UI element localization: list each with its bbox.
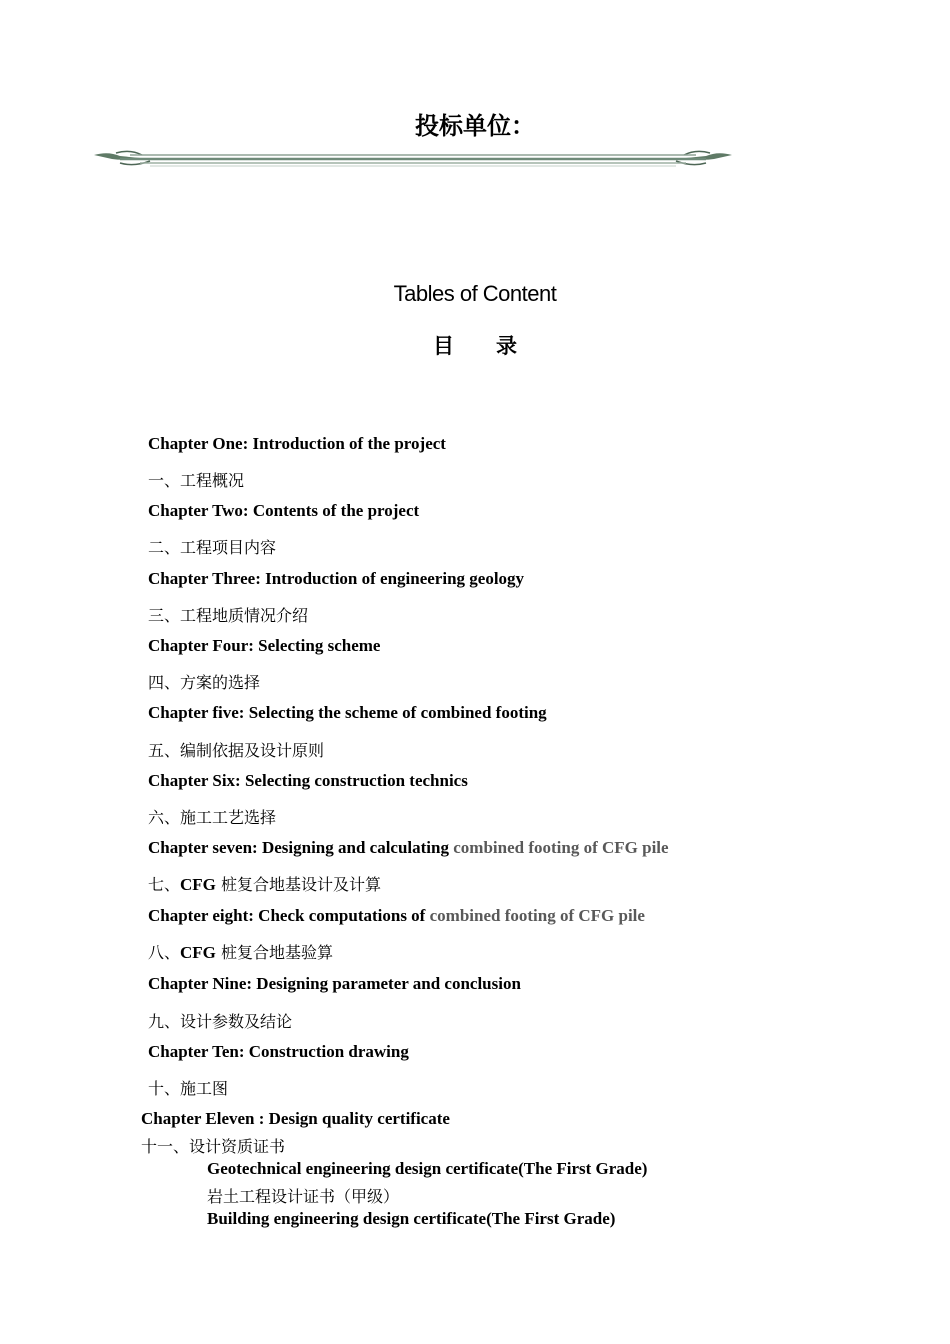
toc-entry-9-cn: 九、设计参数及结论 — [148, 1012, 293, 1031]
toc-entry-6-cn: 六、施工工艺选择 — [148, 808, 277, 827]
toc-entry-8-en-subject: combined footing of CFG pile — [429, 906, 645, 925]
toc-entry-1-en: Chapter One: Introduction of the project — [148, 434, 446, 453]
toc-entry-6-en: Chapter Six: Selecting construction technics — [148, 771, 468, 790]
toc-entry-11-en: Chapter Eleven : Design quality certificate — [141, 1109, 450, 1128]
toc-entry-7-cn-cfg: CFG — [180, 875, 216, 894]
toc-entry-7-cn — [148, 872, 381, 895]
toc-entry-9-en: Chapter Nine: Designing parameter and conclusion — [148, 974, 521, 993]
toc-entry-3-en: Chapter Three: Introduction of engineering geology — [148, 569, 525, 588]
bidder-label: 投标单位： — [415, 112, 535, 140]
certificate-geotech-en: Geotechnical engineering design certificate(The First Grade) — [207, 1159, 648, 1178]
toc-entry-4-cn: 四、方案的选择 — [148, 673, 261, 692]
ornamental-divider — [90, 145, 736, 173]
toc-entry-10-en: Chapter Ten: Construction drawing — [148, 1042, 409, 1061]
toc-entry-7-en — [148, 838, 669, 858]
toc-entry-8-cn — [148, 940, 333, 963]
toc-entry-4-en: Chapter Four: Selecting scheme — [148, 636, 381, 655]
toc-entry-5-en: Chapter five: Selecting the scheme of combined footing — [148, 703, 547, 722]
toc-entry-8-en — [148, 906, 645, 926]
toc-entry-2-cn: 二、工程项目内容 — [148, 538, 277, 557]
toc-entry-8-cn-prefix: 八、 — [148, 943, 181, 962]
certificate-building-en: Building engineering design certificate(The First Grade) — [207, 1209, 616, 1228]
toc-entry-8-en-main: Chapter eight: Check computations of — [148, 906, 430, 925]
toc-title-cn: 目录 — [433, 334, 559, 358]
toc-entry-10-cn: 十、施工图 — [148, 1079, 229, 1098]
toc-entry-11-cn: 十一、设计资质证书 — [141, 1137, 286, 1156]
toc-entry-7-cn-rest: 桩复合地基设计及计算 — [215, 875, 381, 894]
certificate-geotech-cn: 岩土工程设计证书（甲级） — [207, 1187, 400, 1206]
toc-entry-5-cn: 五、编制依据及设计原则 — [148, 741, 325, 760]
toc-entry-7-cn-prefix: 七、 — [148, 875, 181, 894]
toc-entry-2-en: Chapter Two: Contents of the project — [148, 501, 420, 520]
toc-entry-3-cn: 三、工程地质情况介绍 — [148, 606, 309, 625]
toc-entry-7-en-main: Chapter seven: Designing and calculating — [148, 838, 454, 857]
toc-title-en: Tables of Content — [393, 281, 557, 306]
toc-entry-7-en-subject: combined footing of CFG pile — [453, 838, 669, 857]
toc-entry-8-cn-cfg: CFG — [180, 943, 216, 962]
toc-entry-8-cn-rest: 桩复合地基验算 — [215, 943, 333, 962]
toc-entry-1-cn: 一、工程概况 — [148, 471, 245, 490]
